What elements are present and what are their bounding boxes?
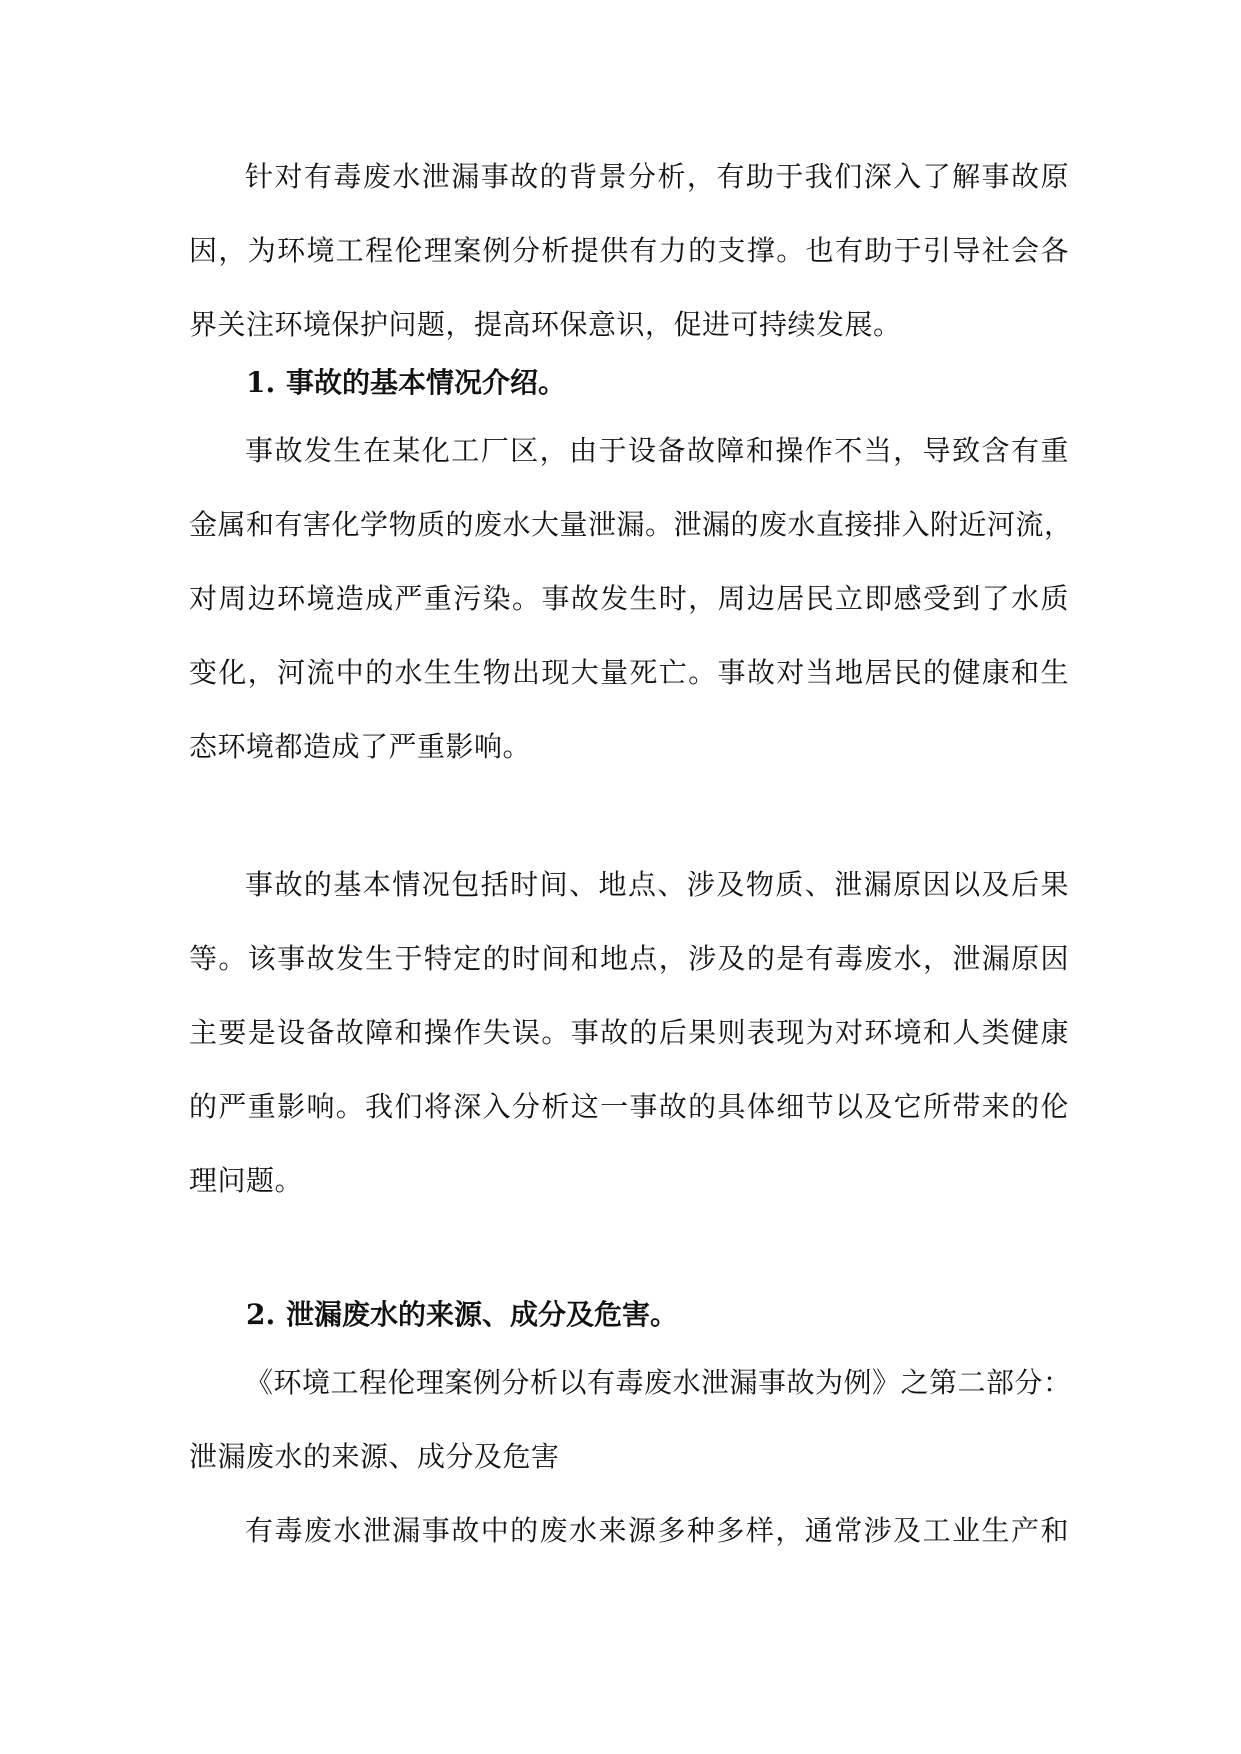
paragraph-line: 事故发生在某化工厂区，由于设备故障和操作不当，导致含有重 (245, 434, 1069, 467)
section-title: 事故的基本情况介绍。 (286, 366, 567, 399)
paragraph-section1-1 (189, 414, 1073, 784)
paragraph-line: 《环境工程伦理案例分析以有毒废水泄漏事故为例》之第二部分： (245, 1366, 1072, 1399)
paragraph-line: 泄漏废水的来源、成分及危害 (189, 1440, 560, 1473)
paragraph-line: 有毒废水泄漏事故中的废水来源多种多样，通常涉及工业生产和 (245, 1514, 1069, 1547)
paragraph-line: 等。该事故发生于特定的时间和地点，涉及的是有毒废水，泄漏原因 (189, 942, 1069, 975)
paragraph-line: 态环境都造成了严重影响。 (189, 730, 532, 763)
paragraph-line: 针对有毒废水泄漏事故的背景分析，有助于我们深入了解事故原 (245, 160, 1069, 193)
paragraph-line: 事故的基本情况包括时间、地点、涉及物质、泄漏原因以及后果 (245, 868, 1069, 901)
section-title: 泄漏废水的来源、成分及危害。 (286, 1298, 679, 1331)
section-number: 2. (246, 1298, 276, 1331)
paragraph-section2-1 (189, 1346, 1072, 1494)
paragraph-section1-2 (189, 848, 1069, 1218)
section-heading-1 (246, 346, 566, 420)
paragraph-line: 对周边环境造成严重污染。事故发生时，周边居民立即感受到了水质 (189, 582, 1069, 615)
paragraph-line: 界关注环境保护问题，提高环保意识，促进可持续发展。 (189, 308, 902, 341)
paragraph-section2-2 (189, 1494, 1069, 1568)
paragraph-line: 金属和有害化学物质的废水大量泄漏。泄漏的废水直接排入附近河流， (189, 508, 1073, 541)
paragraph-line: 因，为环境工程伦理案例分析提供有力的支撑。也有助于引导社会各 (189, 234, 1069, 267)
section-heading-2 (246, 1278, 678, 1352)
section-number: 1. (246, 366, 276, 399)
paragraph-line: 变化，河流中的水生生物出现大量死亡。事故对当地居民的健康和生 (189, 656, 1069, 689)
paragraph-line: 理问题。 (189, 1164, 304, 1197)
paragraph-line: 的严重影响。我们将深入分析这一事故的具体细节以及它所带来的伦 (189, 1090, 1069, 1123)
paragraph-intro (189, 140, 1069, 362)
paragraph-line: 主要是设备故障和操作失误。事故的后果则表现为对环境和人类健康 (189, 1016, 1069, 1049)
